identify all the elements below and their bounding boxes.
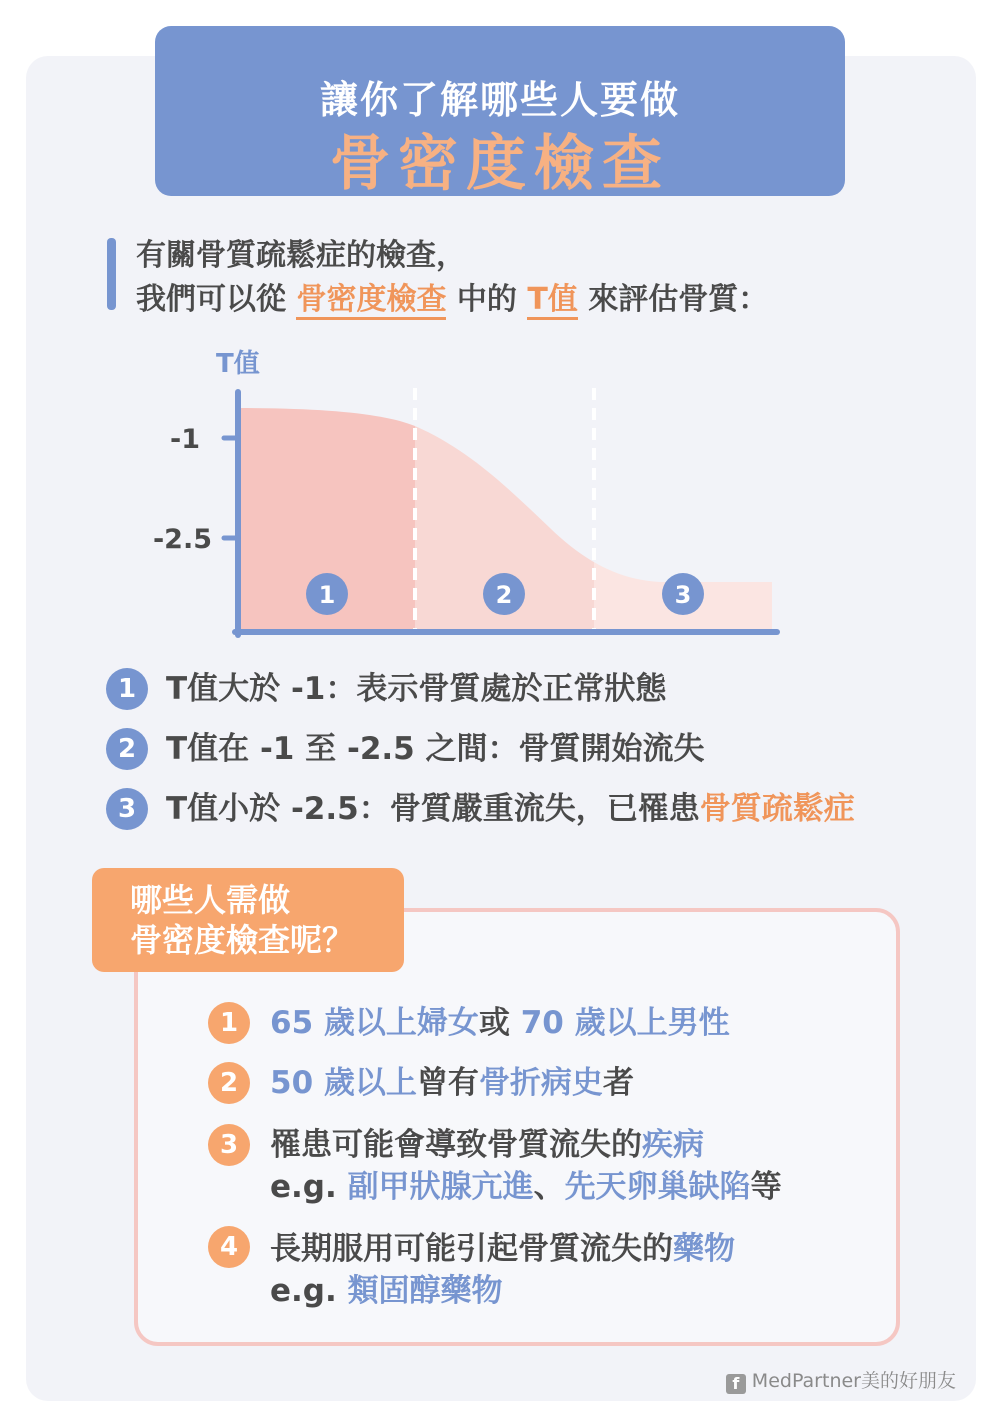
item-highlight: 藥物 <box>673 1231 735 1267</box>
item-badge: 2 <box>208 1062 250 1104</box>
intro-accent-bar <box>107 238 116 310</box>
y-axis-label: T值 <box>216 349 260 379</box>
item-badge: 4 <box>208 1226 250 1268</box>
item-example-line <box>270 1166 782 1208</box>
item-text: 者 <box>602 1065 634 1101</box>
item-line <box>270 1002 730 1044</box>
item-highlight: 疾病 <box>642 1127 704 1163</box>
item-badge: 1 <box>208 1002 250 1044</box>
zone-1-label: 1 <box>318 581 336 609</box>
zone-3-label: 3 <box>674 581 692 609</box>
highlight-t-score: T值 <box>527 282 577 320</box>
title-banner <box>155 26 845 199</box>
legend-text-main: T值在 -1 至 -2.5 之間：骨質開始流失 <box>166 731 705 767</box>
intro-line-2 <box>136 278 768 322</box>
legend-badge: 3 <box>106 788 148 830</box>
who-title-line-2: 骨密度檢查呢？ <box>130 921 355 959</box>
banner-subtitle: 讓你了解哪些人要做 <box>319 78 680 122</box>
intro-text-part: 我們可以從 <box>136 282 297 317</box>
facebook-icon: f <box>726 1374 746 1394</box>
item-badge: 3 <box>208 1124 250 1166</box>
legend-item <box>106 788 986 832</box>
legend-accent-osteoporosis: 骨質疏鬆症 <box>699 791 855 827</box>
footer-credit <box>726 1366 956 1394</box>
y-tick-label-minus-2.5: -2.5 <box>152 524 212 555</box>
legend-badge: 1 <box>106 668 148 710</box>
legend-item <box>106 668 986 712</box>
item-example-line <box>270 1270 503 1312</box>
t-score-chart <box>130 340 790 650</box>
footer-brand: MedPartner美的好朋友 <box>751 1370 956 1392</box>
item-highlight: 類固醇藥物 <box>347 1273 503 1309</box>
item-highlight: 副甲狀腺亢進 <box>347 1169 534 1205</box>
item-text: e.g. <box>270 1169 348 1205</box>
legend-text <box>166 788 855 830</box>
legend-text-main: T值大於 -1：表示骨質處於正常狀態 <box>166 671 667 707</box>
legend-text <box>166 728 705 770</box>
highlight-bone-density: 骨密度檢查 <box>296 282 446 320</box>
legend-item <box>106 728 986 772</box>
intro-text-part: 中的 <box>446 282 528 317</box>
item-text: 曾有 <box>416 1065 479 1101</box>
legend-badge: 2 <box>106 728 148 770</box>
item-text: 長期服用可能引起骨質流失的 <box>270 1231 673 1267</box>
item-text: 等 <box>750 1169 782 1205</box>
intro-line-1: 有關骨質疏鬆症的檢查， <box>136 238 466 273</box>
item-highlight: 65 歲以上婦女 <box>270 1005 479 1041</box>
legend-text <box>166 668 666 710</box>
banner-title: 骨密度檢查 <box>330 129 670 199</box>
intro-text <box>136 234 768 322</box>
who-needs-test-title <box>92 868 404 972</box>
item-highlight: 先天卵巢缺陷 <box>564 1169 751 1205</box>
legend-text-main: T值小於 -2.5：骨質嚴重流失，已罹患 <box>166 791 700 827</box>
item-highlight: 70 歲以上男性 <box>509 1005 730 1041</box>
who-title-line-1: 哪些人需做 <box>130 881 291 919</box>
item-text: 罹患可能會導致骨質流失的 <box>270 1127 642 1163</box>
item-line <box>270 1124 704 1166</box>
item-highlight: 骨折病史 <box>478 1065 603 1101</box>
y-tick-label-minus-1: -1 <box>170 424 200 455</box>
item-line <box>270 1228 735 1270</box>
item-text: 、 <box>533 1169 565 1205</box>
item-highlight: 50 歲以上 <box>270 1065 417 1101</box>
zone-2-label: 2 <box>495 581 513 609</box>
item-text: 或 <box>478 1005 510 1041</box>
item-line <box>270 1062 634 1104</box>
intro-text-part: 來評估骨質： <box>577 282 769 317</box>
item-text: e.g. <box>270 1273 348 1309</box>
